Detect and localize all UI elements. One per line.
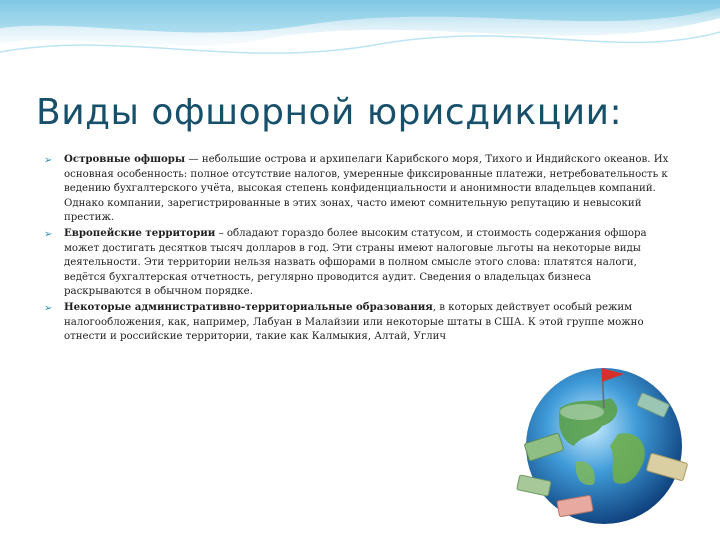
bullet-text: – обладают гораздо более высоким статусом, и стоимость содержания офшора может достигать десятков тысяч долларов в год. Эти страны имеют налоговые льготы на некоторые виды деятельности. Эти территории нельзя назвать офшорами в полном смысле этого слова: платятся налоги, ведётся бухгалтерская отчетность, регулярно проводится аудит. Сведения о владельцах бизнеса раскрываются в обычном порядке. (64, 227, 647, 298)
arrow-bullet-icon: ➢ (44, 155, 53, 166)
bullet-text: — небольшие острова и архипелаги Карибского моря, Тихого и Индийского океанов. Их основная особенность: полное отсутствие налогов, умеренные фиксированные платежи, нетребовательность к ведению бухгалтерского учёта, высокая степень конфиденциальности и анонимности владельцев компаний. Однако компании, зарегистрированные в этих зонах, часто имеют сомнительную репутацию и невысокий престиж. (64, 154, 669, 224)
list-item (44, 226, 672, 300)
bullet-term: Европейские территории (64, 226, 216, 239)
arrow-bullet-icon: ➢ (44, 302, 53, 314)
globe-with-money-icon (498, 338, 710, 536)
bullet-text: , в которых действует особый режим налогообложения, как, например, Лабуан в Малайзии или некоторые штаты в США. К этой группе можно отнести и российские территории, такие как Калмыкия, Алтай, Углич (64, 301, 644, 343)
bullet-term: Островные офшоры (64, 153, 186, 165)
slide-title: Виды офшорной юрисдикции: (36, 92, 623, 133)
bullet-list (44, 152, 672, 345)
bullet-term: Некоторые административно-территориальные образования (64, 300, 433, 313)
header-waves-decoration (0, 0, 720, 90)
list-item (44, 152, 672, 226)
arrow-bullet-icon: ➢ (44, 228, 53, 240)
